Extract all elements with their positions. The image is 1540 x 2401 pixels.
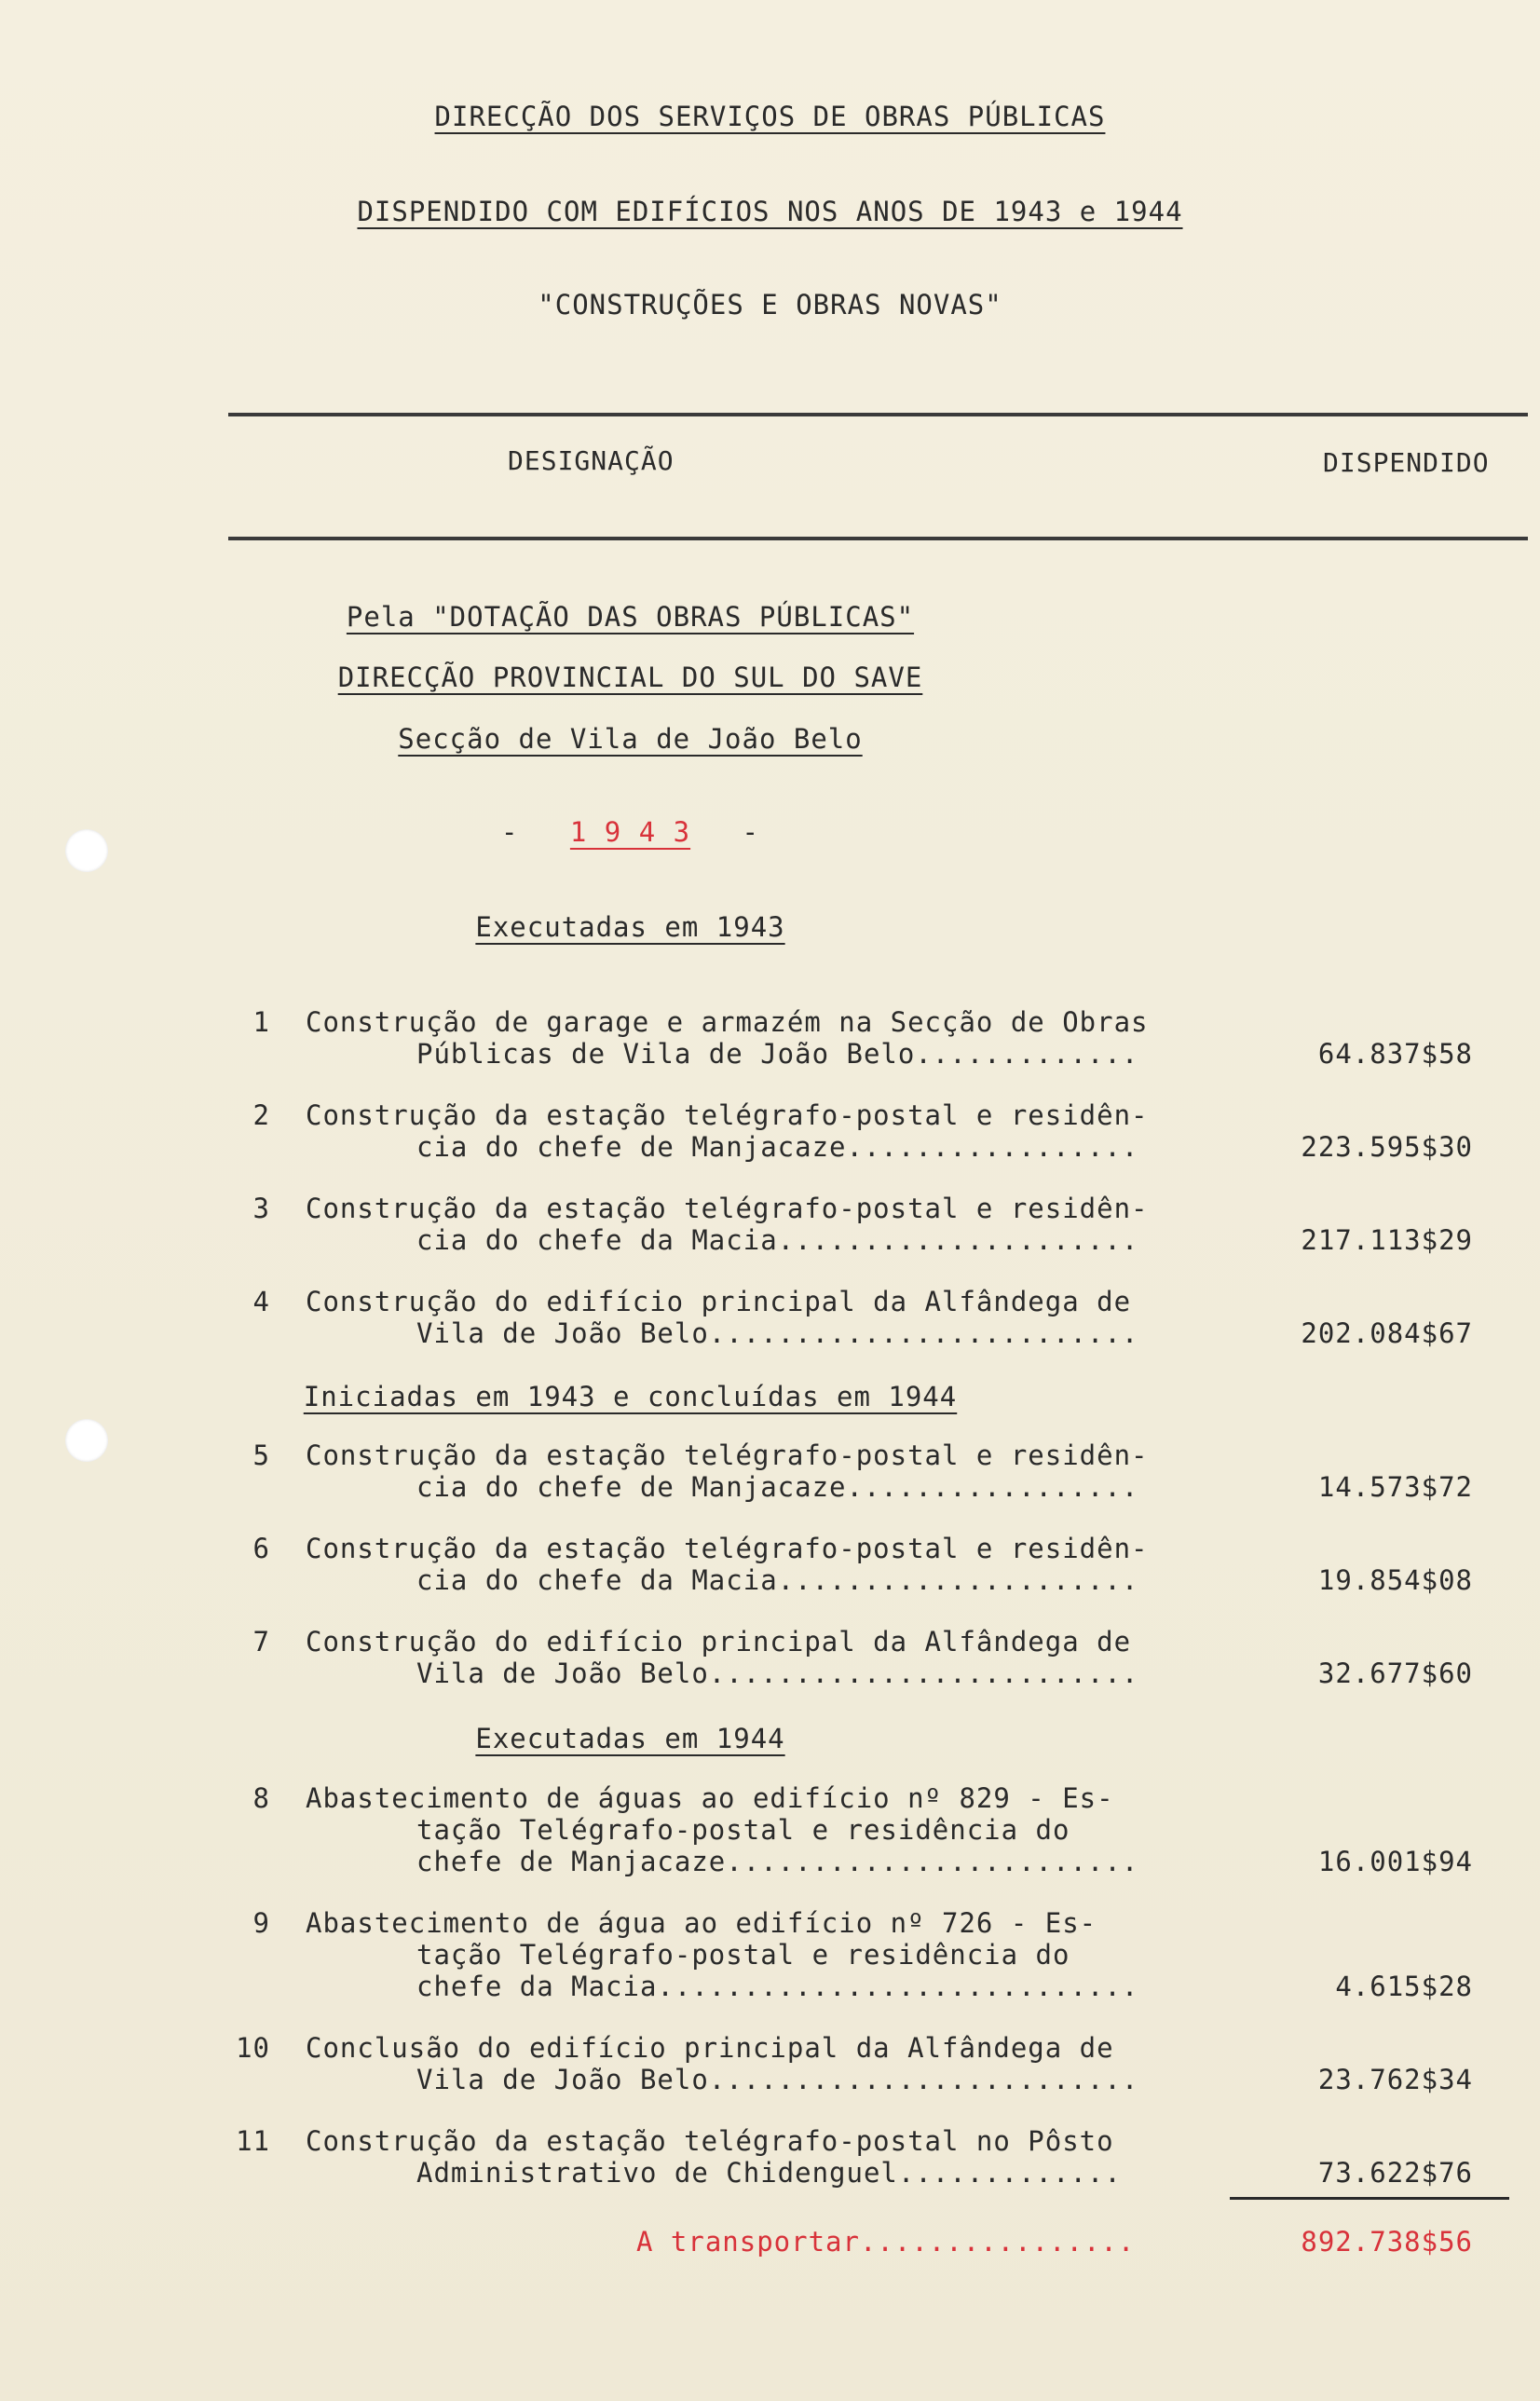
item-amount: 223.595$30 [1301,1131,1473,1163]
item-text: Administrativo de Chidenguel............. [416,2157,1122,2189]
item-number: 3 [252,1193,270,1224]
item-number: 2 [252,1099,270,1131]
section-heading-2: Iniciadas em 1943 e concluídas em 1944 [303,1381,958,1412]
item-amount: 23.762$34 [1317,2064,1473,2095]
item-text: tação Telégrafo-postal e residência do [416,1939,1070,1971]
item-text: tação Telégrafo-postal e residência do [416,1814,1070,1846]
item-number: 4 [252,1286,270,1317]
item-text: Construção da estação telégrafo-postal e residên- [306,1193,1149,1224]
item-text: cia do chefe de Manjacaze................. [416,1471,1139,1503]
item-number: 11 [236,2125,270,2157]
subheader-line-3: Secção de Vila de João Belo [398,723,863,755]
item-number: 1 [252,1006,270,1038]
item-amount: 217.113$29 [1301,1224,1473,1256]
title-line-2: DISPENDIDO COM EDIFÍCIOS NOS ANOS DE 1943 e 1944 [357,196,1183,227]
column-spent: DISPENDIDO [1323,447,1490,478]
item-text: chefe de Manjacaze........................ [416,1846,1139,1877]
item-text: Vila de João Belo......................... [416,2064,1139,2095]
item-amount: 14.573$72 [1317,1471,1473,1503]
item-text: Públicas de Vila de João Belo............. [416,1038,1139,1070]
section-heading-1: Executadas em 1943 [475,911,785,943]
section-heading-3: Executadas em 1944 [475,1723,785,1754]
item-amount: 32.677$60 [1317,1658,1473,1689]
item-amount: 19.854$08 [1317,1564,1473,1596]
item-text: Vila de João Belo......................... [416,1658,1139,1689]
item-amount: 64.837$58 [1317,1038,1473,1070]
item-amount: 4.615$28 [1335,1971,1473,2002]
item-text: cia do chefe da Macia..................... [416,1564,1139,1596]
item-text: Conclusão do edifício principal da Alfândega de [306,2032,1114,2064]
total-amount: 892.738$56 [1301,2226,1473,2258]
column-designation: DESIGNAÇÃO [508,445,675,476]
item-text: Construção da estação telégrafo-postal e residên- [306,1099,1149,1131]
total-label: A transportar................ [636,2226,1136,2258]
item-number: 10 [236,2032,270,2064]
item-amount: 73.622$76 [1317,2157,1473,2189]
sum-rule [1230,2197,1509,2200]
item-text: Construção da estação telégrafo-postal no Pôsto [306,2125,1114,2157]
header-rule [228,537,1528,540]
item-text: Construção da estação telégrafo-postal e residên- [306,1533,1149,1564]
item-number: 5 [252,1439,270,1471]
item-number: 6 [252,1533,270,1564]
item-text: Construção de garage e armazém na Secção de Obras [306,1006,1149,1038]
top-rule [228,413,1528,416]
item-text: chefe da Macia............................ [416,1971,1139,2002]
year-heading: - 1 9 4 3 - [501,816,759,848]
item-text: cia do chefe da Macia..................... [416,1224,1139,1256]
title-line-3: "CONSTRUÇÕES E OBRAS NOVAS" [538,289,1002,321]
subheader-line-1: Pela "DOTAÇÃO DAS OBRAS PÚBLICAS" [346,601,915,633]
item-text: Vila de João Belo......................... [416,1317,1139,1349]
item-text: Abastecimento de águas ao edifício nº 829 - Es- [306,1782,1114,1814]
item-text: Construção do edifício principal da Alfândega de [306,1626,1132,1658]
item-number: 7 [252,1626,270,1658]
punch-hole-lower [65,1419,108,1462]
item-number: 9 [252,1907,270,1939]
item-text: cia do chefe de Manjacaze................. [416,1131,1139,1163]
item-number: 8 [252,1782,270,1814]
subheader-line-2: DIRECÇÃO PROVINCIAL DO SUL DO SAVE [337,662,923,693]
item-amount: 202.084$67 [1301,1317,1473,1349]
item-text: Abastecimento de água ao edifício nº 726 - Es- [306,1907,1097,1939]
item-amount: 16.001$94 [1317,1846,1473,1877]
item-text: Construção do edifício principal da Alfândega de [306,1286,1132,1317]
item-text: Construção da estação telégrafo-postal e residên- [306,1439,1149,1471]
title-line-1: DIRECÇÃO DOS SERVIÇOS DE OBRAS PÚBLICAS [434,101,1106,132]
